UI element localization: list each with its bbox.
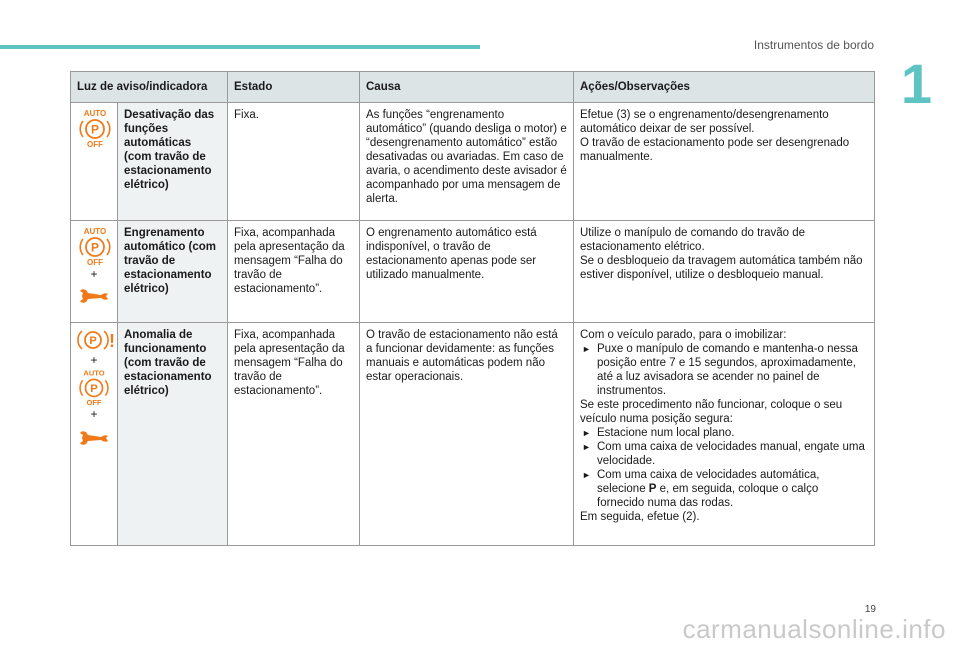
bullet-item: ► Com uma caixa de velocidades manual, engate uma velocidade. [582,441,865,467]
bullet-arrow-icon: ► [582,442,591,452]
svg-text:P: P [89,335,97,347]
parking-brake-fault-icon [77,328,117,352]
col-header-actions: Ações/Observações [574,72,875,103]
row-actions [574,103,875,221]
svg-text:OFF: OFF [86,397,102,406]
svg-text:AUTO: AUTO [83,109,107,118]
svg-text:!: ! [109,331,115,351]
row-state: Engrenamento automático (com travão de estacionamento elétrico) [118,221,228,323]
row-status: Fixa, acompanhada pela apresentação da mensagem “Falha do travão de estacionamento”. [228,221,360,323]
row-cause: O engrenamento automático está indisponível, o travão de estacionamento apenas pode ser utilizado manualmente. [360,221,574,323]
auto-p-off-icon [77,368,111,406]
header-accent-bar [0,45,480,49]
page-number: 19 [864,604,876,615]
chapter-number: 1 [900,52,932,115]
auto-p-off-icon [77,226,113,266]
row-icon-cell [71,103,118,221]
bullet-item: ► Puxe o manípulo de comando e mantenha-o nessa posição entre 7 e 15 segundos, aproximadamente, até a luz avisadora se acender no painel de instrumentos. [582,343,858,397]
row-actions [574,323,875,546]
bullet-item: ► Com uma caixa de velocidades automática, selecione P e, em seguida, coloque o calço fornecido numa das rodas. [582,469,820,509]
svg-text:P: P [90,122,100,137]
action-line: Utilize o manípulo de comando do travão de estacionamento elétrico. [580,227,806,253]
row-state: Desativação das funções automáticas (com travão de estacionamento elétrico) [118,103,228,221]
svg-text:AUTO: AUTO [83,227,107,236]
row-status: Fixa. [228,103,360,221]
col-header-light: Luz de aviso/indicadora [71,72,228,103]
row-icon-cell [71,221,118,323]
bullet-arrow-icon: ► [582,470,591,480]
svg-text:OFF: OFF [87,258,103,266]
action-line: Em seguida, efetue (2). [580,511,700,523]
watermark: carmanualsonline.info [682,614,946,644]
warning-light-table [70,71,875,546]
col-header-cause: Causa [360,72,574,103]
svg-text:AUTO: AUTO [83,368,105,378]
bullet-arrow-icon: ► [582,344,591,354]
bullet-arrow-icon: ► [582,428,591,438]
table-row [71,103,875,221]
auto-p-off-icon [77,108,113,148]
row-icon-cell [71,323,118,546]
action-line: O travão de estacionamento pode ser desengrenado manualmente. [580,137,850,163]
row-state: Anomalia de funcionamento (com travão de estacionamento elétrico) [118,323,228,546]
action-line: Com o veículo parado, para o imobilizar: [580,329,787,341]
plus-sign: + [90,353,98,367]
row-cause: As funções “engrenamento automático” (quando desliga o motor) e “desengrenamento automático” estão desativadas ou avariadas. Em caso de avaria, o acendimento deste avisador é acompanhado por uma mensagem de alerta. [360,103,574,221]
action-line: Se o desbloqueio da travagem automática também não estiver disponível, utilize o desbloqueio manual. [580,255,863,281]
plus-sign: + [90,267,98,281]
bullet-item: ► Estacione num local plano. [582,427,735,439]
col-header-state: Estado [228,72,360,103]
wrench-icon [77,429,111,447]
svg-text:OFF: OFF [87,140,103,148]
action-line: Se este procedimento não funcionar, coloque o seu veículo numa posição segura: [580,399,843,425]
table-row [71,323,875,546]
svg-text:P: P [90,240,100,255]
row-status: Fixa, acompanhada pela apresentação da mensagem “Falha do travão de estacionamento”. [228,323,360,546]
plus-sign: + [90,407,98,421]
table-header-row [71,72,875,103]
row-actions [574,221,875,323]
row-cause: O travão de estacionamento não está a funcionar devidamente: as funções manuais e automáticas podem não estar operacionais. [360,323,574,546]
wrench-icon [77,287,111,305]
table-row [71,221,875,323]
action-line: Efetue (3) se o engrenamento/desengrenamento automático deixar de ser possível. [580,109,829,135]
svg-text:P: P [90,383,98,396]
header-title: Instrumentos de bordo [753,38,874,52]
